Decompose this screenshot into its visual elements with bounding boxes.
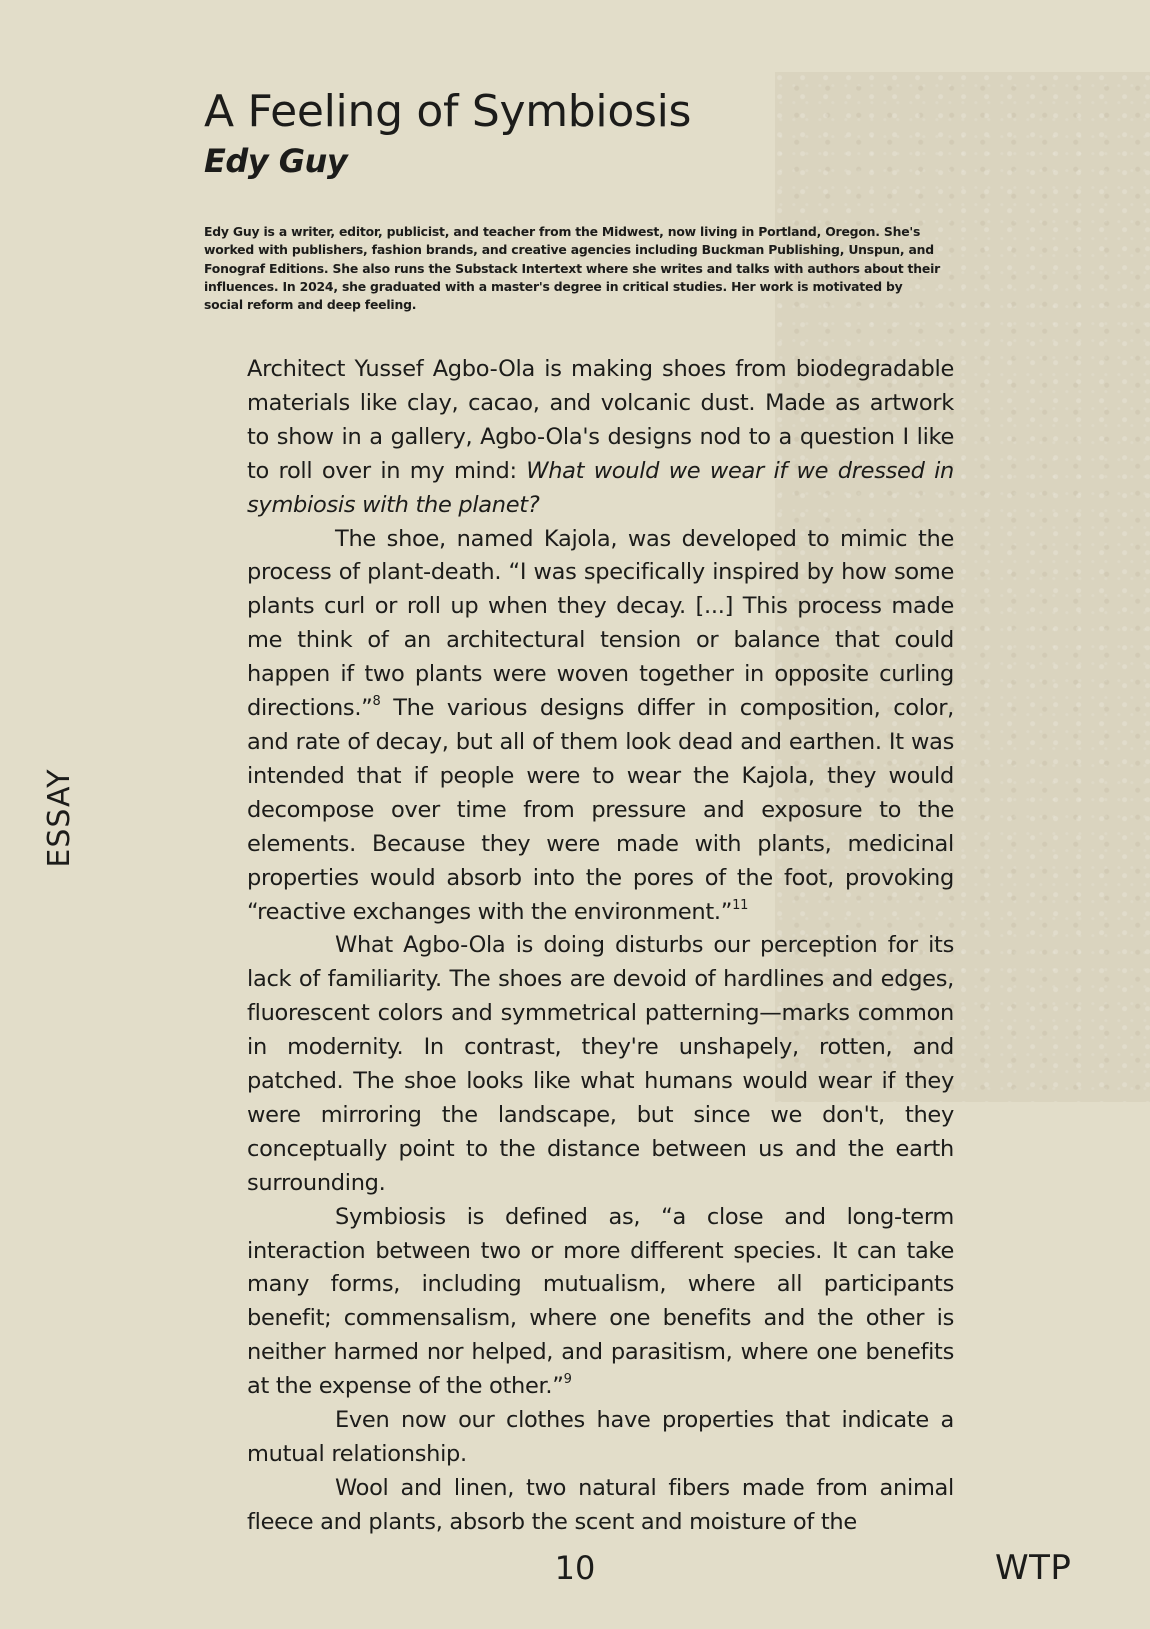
footnote-ref-8[interactable]: 8 <box>372 694 381 710</box>
article-title: A Feeling of Symbiosis <box>204 86 692 137</box>
paragraph-text: Architect Yussef Agbo-Ola is making shoes from biodegradable materials like clay, cacao, and volcanic dust. Made as artwork to show in a gallery, Agbo-Ola's designs nod to a question I like to roll over in my mind: <box>247 356 954 484</box>
body-paragraph-6: Wool and linen, two natural fibers made from animal fleece and plants, absorb the scent and moisture of the <box>247 1474 954 1535</box>
paragraph-text: Symbiosis is defined as, “a close and long-term interaction between two or more different species. It can take many forms, including mutualism, where all participants benefit; commensalism, where one benefits and the other is neither harmed nor helped, and parasitism, where one benefits at the expense of the other.” <box>247 1203 954 1400</box>
body-paragraph-4 <box>247 1201 954 1404</box>
body-paragraph-5: Even now our clothes have properties that indicate a mutual relationship. <box>247 1407 954 1467</box>
author-bio: Edy Guy is a writer, editor, publicist, and teacher from the Midwest, now living in Portland, Oregon. She's worked with publishers, fashion brands, and creative agencies including Buckman Publishing, Unspun, and Fonograf Editions. She also runs the Substack Intertext where she writes and talks with authors about their influences. In 2024, she graduated with a master's degree in critical studies. Her work is motivated by social reform and deep feeling. <box>204 224 941 313</box>
italic-question: What would we wear if we dressed in symbiosis with the planet? <box>247 457 954 518</box>
body-paragraph-2 <box>247 523 954 930</box>
paragraph-text: The shoe, named Kajola, was developed to mimic the process of plant-death. “I was specifically inspired by how some plants curl or roll up when they decay. [...] This process made me think of an architectural tension or balance that could happen if two plants were woven together in opposite curling directions.” <box>247 525 954 722</box>
article-body <box>247 353 954 1540</box>
publication-mark: WTP <box>995 1548 1072 1588</box>
body-paragraph-1 <box>247 353 954 523</box>
paragraph-text: The various designs differ in composition, color, and rate of decay, but all of them look dead and earthen. It was intended that if people were to wear the Kajola, they would decompose over time from pressure and exposure to the elements. Because they were made with plants, medicinal properties would absorb into the pores of the foot, provoking “reactive exchanges with the environment.” <box>247 695 954 925</box>
footnote-ref-9[interactable]: 9 <box>563 1372 572 1388</box>
section-label: ESSAY <box>42 768 77 868</box>
page-number: 10 <box>554 1549 596 1587</box>
body-paragraph-3: What Agbo-Ola is doing disturbs our perception for its lack of familiarity. The shoes are devoid of hardlines and edges, fluorescent colors and symmetrical patterning—marks common in modernity. In contrast, they're unshapely, rotten, and patched. The shoe looks like what humans would wear if they were mirroring the landscape, but since we don't, they conceptually point to the distance between us and the earth surrounding. <box>247 932 954 1196</box>
footnote-ref-11[interactable]: 11 <box>732 897 749 913</box>
author-name: Edy Guy <box>204 142 348 180</box>
